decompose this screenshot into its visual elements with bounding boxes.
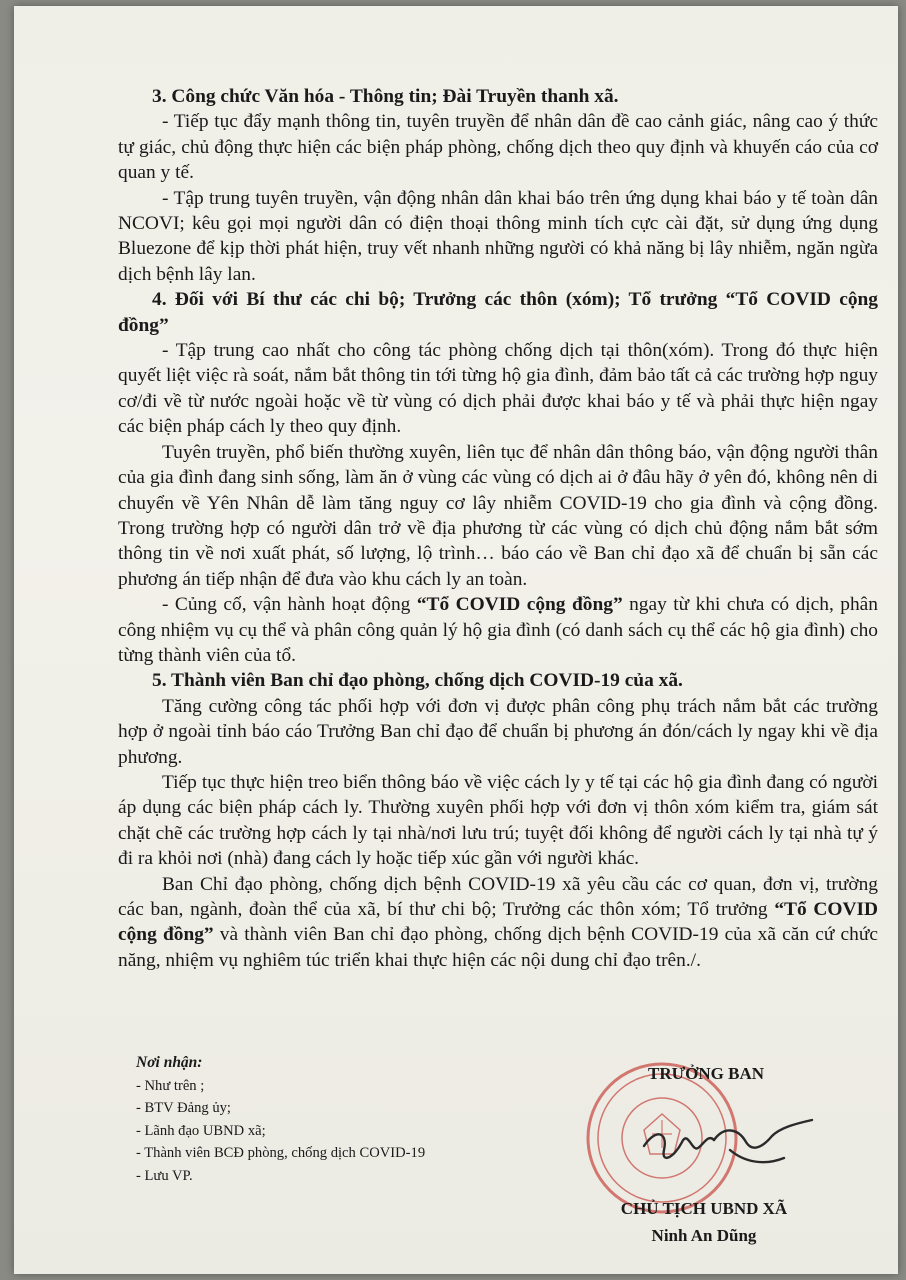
section-4-paragraph-1: - Tập trung cao nhất cho công tác phòng chống dịch tại thôn(xóm). Trong đó thực hiện quyết liệt việc rà soát, nắm bắt thông tin tới từng hộ gia đình, đảm bảo tất cả các trường hợp nguy cơ/đi về từ nước ngoài hoặc về từ vùng có dịch phải được khai báo y tế và phải thực hiện ngay các biện pháp cách ly theo quy định. [118,340,878,438]
section-5-paragraph-2: Tiếp tục thực hiện treo biển thông báo về việc cách ly y tế tại các hộ gia đình đang có người áp dụng các biện pháp cách ly. Thường xuyên phối hợp với đơn vị thôn xóm kiểm tra, giám sát chặt chẽ các trường hợp cách ly tại nhà/nơi lưu trú; tuyệt đối không để người cách ly tại nhà tự ý đi ra khỏi nơi (nhà) đang cách ly hoặc tiếp xúc gần với người khác. [118,771,878,870]
recipient-item: - BTV Đảng ủy; [136,1100,231,1117]
bold-phrase: “Tổ COVID cộng đồng” [416,594,623,616]
signer-title: TRƯỞNG BAN [647,1064,764,1083]
document-body [118,84,878,973]
paragraph-text: và thành viên Ban chỉ đạo phòng, chống dịch bệnh COVID-19 của xã căn cứ chức năng, nhiệm vụ nghiêm túc triển khai thực hiện các nội dung chỉ đạo trên./. [118,924,878,971]
recipient-item: - Như trên ; [136,1077,205,1094]
document-page [14,6,898,1274]
signer-role: CHỦ TỊCH UBND XÃ [620,1199,788,1218]
signer-name: Ninh An Dũng [651,1226,757,1245]
recipient-item: - Thành viên BCĐ phòng, chống dịch COVID-19 [136,1145,426,1162]
bold-phrase: “Tổ COVID cộng đồng” [118,899,879,946]
paragraph-text: Ban Chỉ đạo phòng, chống dịch bệnh COVID-19 xã yêu cầu các cơ quan, đơn vị, trường các ban, ngành, đoàn thể của xã, bí thư chi bộ; Trưởng các thôn xóm; Tổ trưởng [118,873,878,920]
recipient-item: - Lãnh đạo UBND xã; [136,1122,266,1139]
paragraph-text: ngay từ khi chưa có dịch, phân công nhiệm vụ cụ thể và phân công quản lý hộ gia đình (có danh sách cụ thể các hộ gia đình) cho từng thành viên của tổ. [118,594,878,666]
handwritten-signature [634,1106,824,1186]
recipient-item: - Lưu VP. [136,1167,193,1184]
section-3-heading: 3. Công chức Văn hóa - Thông tin; Đài Truyền thanh xã. [152,86,619,107]
section-4-heading: 4. Đối với Bí thư các chi bộ; Trưởng các thôn (xóm); Tổ trưởng “Tổ COVID cộng đồng” [118,289,878,336]
section-3-paragraph-1: - Tiếp tục đẩy mạnh thông tin, tuyên truyền để nhân dân đề cao cảnh giác, nâng cao ý thức tự giác, chủ động thực hiện các biện pháp phòng, chống dịch theo quy định và khuyến cáo của cơ quan y tế. [118,111,878,184]
closing-paragraph [118,872,878,974]
section-5-paragraph-1: Tăng cường công tác phối hợp với đơn vị được phân công phụ trách nắm bắt các trường hợp ở ngoài tỉnh báo cáo Trưởng Ban chỉ đạo để chuẩn bị phương án đón/cách ly ngay khi về địa phương. [118,695,878,768]
section-4-paragraph-3 [118,592,878,668]
section-4-paragraph-2: Tuyên truyền, phổ biến thường xuyên, liên tục để nhân dân thông báo, vận động người thân của gia đình đang sinh sống, làm ăn ở vùng các vùng có dịch ai ở đâu hãy ở yên đó, không nên di chuyển về Yên Nhân dễ làm tăng nguy cơ lây nhiễm COVID-19 cho gia đình và cộng đồng. Trong trường hợp có người dân trở về địa phương từ các vùng có dịch chủ động nắm bắt sớm thông tin về nơi xuất phát, số lượng, lộ trình… báo cáo về Ban chỉ đạo xã để chuẩn bị sẵn các phương án tiếp nhận để đưa vào khu cách ly an toàn. [118,441,878,590]
recipients-label: Nơi nhận: [136,1054,203,1071]
section-3-paragraph-2: - Tập trung tuyên truyền, vận động nhân dân khai báo trên ứng dụng khai báo y tế toàn dân NCOVI; kêu gọi mọi người dân có điện thoại thông minh tích cực cài đặt, sử dụng ứng dụng Bluezone để kịp thời phát hiện, truy vết nhanh những người có khả năng bị lây nhiễm, ngăn ngừa dịch bệnh lây lan. [118,187,878,285]
paragraph-text: - Củng cố, vận hành hoạt động [162,594,417,616]
section-5-heading: 5. Thành viên Ban chỉ đạo phòng, chống dịch COVID-19 của xã. [152,670,683,692]
recipients-block [136,1052,556,1188]
